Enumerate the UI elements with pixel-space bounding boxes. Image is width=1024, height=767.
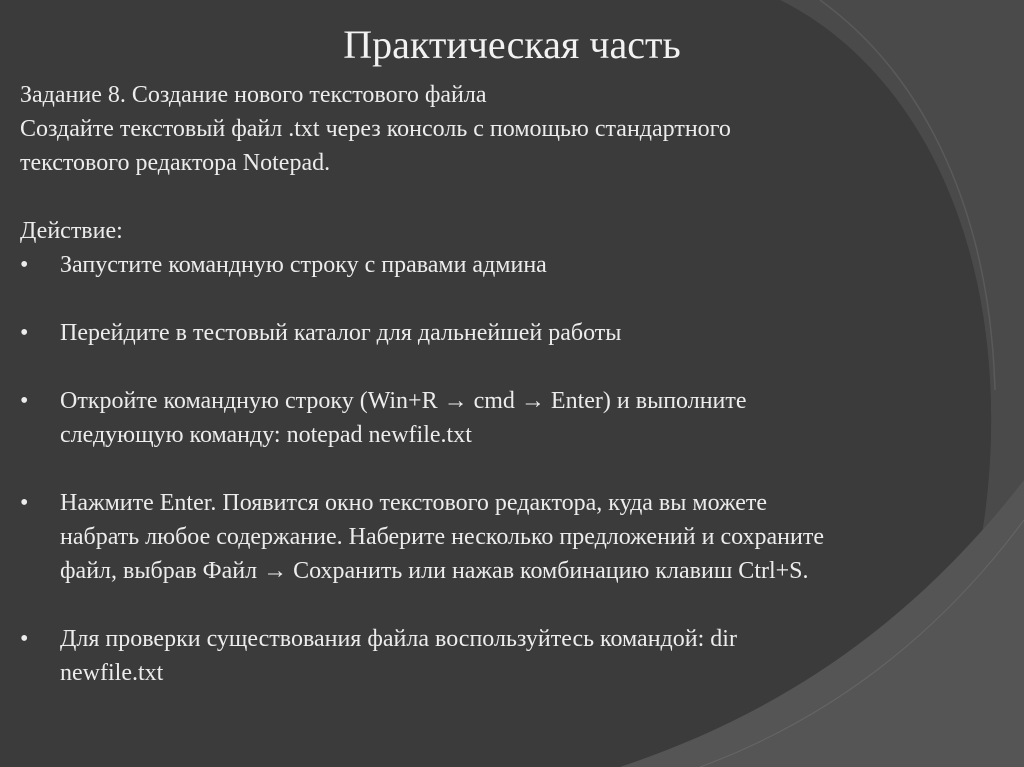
step-text: следующую команду: notepad newfile.txt [60,422,472,448]
step-item-5 [20,622,980,690]
step-text: Перейдите в тестовый каталог для дальнейшей работы [60,320,622,346]
step-item-1 [20,248,980,282]
bullet-icon: • [20,320,29,346]
task-heading: Задание 8. Создание нового текстового файла [20,82,487,108]
step-item-3 [20,384,980,452]
step-text: Откройте командную строку (Win+R → cmd → Enter) и выполните [60,388,747,414]
step-item-4 [20,486,980,588]
action-label: Действие: [20,218,123,244]
task-description-line2: текстового редактора Notepad. [20,150,331,176]
step-text: Запустите командную строку с правами админа [60,252,547,278]
step-text: Для проверки существования файла воспользуйтесь командой: dir [60,626,737,652]
task-description-line1: Создайте текстовый файл .txt через консоль с помощью стандартного [20,116,731,142]
step-text: файл, выбрав Файл → Сохранить или нажав комбинацию клавиш Ctrl+S. [60,558,809,584]
slide-body [20,78,980,690]
bullet-icon: • [20,626,29,652]
bullet-icon: • [20,388,29,414]
bullet-icon: • [20,252,29,278]
step-item-2 [20,316,980,350]
step-text: набрать любое содержание. Наберите несколько предложений и сохраните [60,524,824,550]
step-text: newfile.txt [60,660,164,686]
spacer [20,180,980,214]
slide-title: Практическая часть [343,22,681,67]
bullet-icon: • [20,490,29,516]
step-text: Нажмите Enter. Появится окно текстового редактора, куда вы можете [60,490,768,516]
